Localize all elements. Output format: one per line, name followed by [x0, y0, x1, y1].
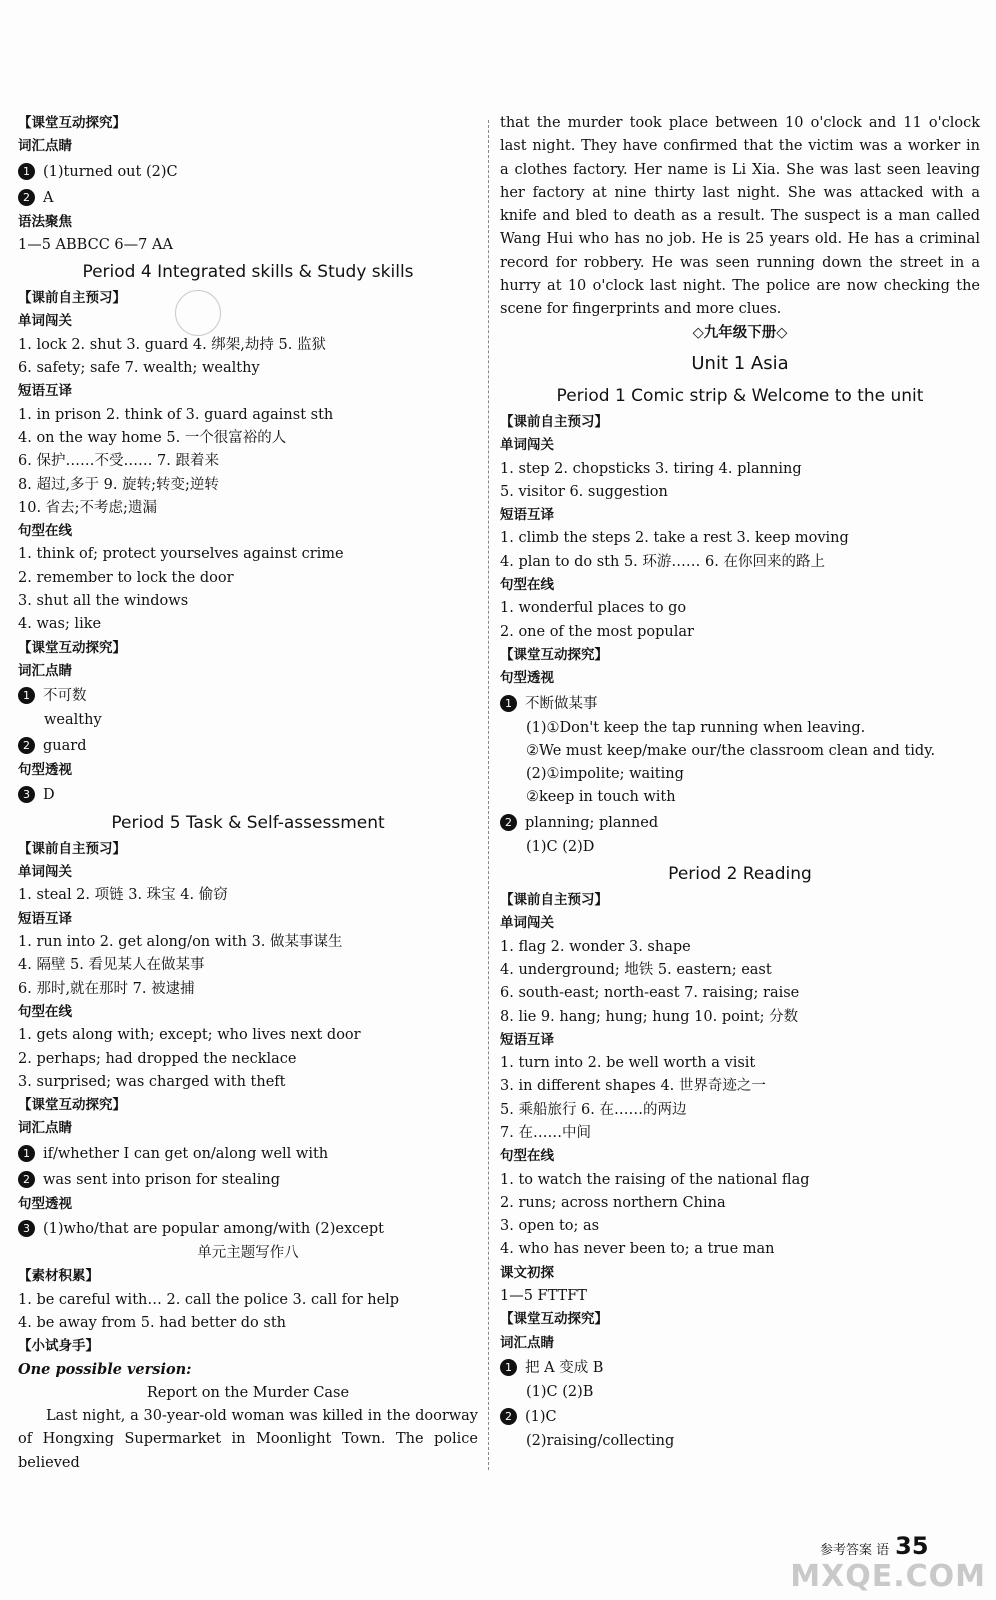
item-number-badge: 1: [500, 1359, 517, 1376]
answer-line: 10. 省去;不考虑;遗漏: [18, 499, 157, 516]
answer-line: (2)raising/collecting: [526, 1433, 675, 1450]
answer-line: (1)C (2)D: [526, 838, 595, 855]
subsection-heading: 短语互译: [500, 1031, 554, 1048]
item-text: (1)C: [525, 1409, 557, 1426]
section-heading: 【课堂互动探究】: [500, 1311, 608, 1328]
subsection-heading: 单词闯关: [500, 437, 554, 454]
numbered-item: [18, 733, 478, 759]
answer-line: 4. on the way home 5. 一个很富裕的人: [18, 429, 287, 446]
answer-line: 6. safety; safe 7. wealth; wealthy: [18, 360, 260, 377]
version-label: One possible version:: [18, 1361, 192, 1379]
numbered-item: [500, 1355, 980, 1381]
item-text: (1)who/that are popular among/with (2)except: [43, 1220, 384, 1237]
subsection-heading: 词汇点睛: [18, 662, 72, 679]
page-footer: [820, 1532, 929, 1560]
item-text: (1)turned out (2)C: [43, 163, 178, 180]
item-text: guard: [43, 737, 87, 754]
item-number-badge: 1: [18, 163, 35, 180]
item-text: A: [43, 189, 54, 206]
site-watermark: MXQE.COM: [790, 1559, 986, 1594]
subsection-heading: 词汇点睛: [18, 138, 72, 155]
answer-line: 1. run into 2. get along/on with 3. 做某事谋生: [18, 934, 343, 951]
column-divider: [488, 120, 490, 1470]
answer-line: ②keep in touch with: [526, 789, 676, 806]
answer-line: (1)C (2)B: [526, 1383, 594, 1400]
section-heading: 【课堂互动探究】: [18, 1097, 126, 1114]
subsection-heading: 句型透视: [18, 761, 72, 778]
answer-line: 4. 隔壁 5. 看见某人在做某事: [18, 957, 205, 974]
answer-line: 2. one of the most popular: [500, 623, 694, 640]
period-title: Period 1 Comic strip & Welcome to the unit: [556, 385, 924, 406]
answer-line: 3. shut all the windows: [18, 593, 189, 610]
answer-line: 1. to watch the raising of the national flag: [500, 1171, 810, 1188]
numbered-item: [18, 782, 478, 808]
section-heading: 【课前自主预习】: [500, 892, 608, 909]
item-number-badge: 1: [500, 695, 517, 712]
essay-paragraph: Last night, a 30-year-old woman was killed in the doorway of Hongxing Supermarket in Moonlight Town. The police believed: [18, 1408, 478, 1471]
item-text: was sent into prison for stealing: [43, 1171, 281, 1188]
answer-line: 1. think of; protect yourselves against crime: [18, 546, 344, 563]
centered-title: 单元主题写作八: [197, 1244, 299, 1261]
section-heading: 【课堂互动探究】: [18, 115, 126, 131]
answer-line: 4. was; like: [18, 616, 102, 633]
answer-line: 7. 在……中间: [500, 1124, 591, 1141]
item-text: 不断做某事: [525, 695, 598, 712]
period-title: Period 4 Integrated skills & Study skills: [82, 262, 414, 283]
answer-line: 6. 保护……不受…… 7. 跟着来: [18, 453, 219, 470]
item-number-badge: 2: [18, 189, 35, 206]
numbered-item: [18, 1141, 478, 1167]
period-title: Period 5 Task & Self-assessment: [111, 812, 385, 833]
unit-title: Unit 1 Asia: [691, 352, 789, 374]
subsection-heading: 短语互译: [500, 507, 554, 524]
item-number-badge: 3: [18, 786, 35, 803]
answer-line: 2. perhaps; had dropped the necklace: [18, 1050, 297, 1067]
answer-line: 1. gets along with; except; who lives next door: [18, 1027, 361, 1044]
item-text: 不可数: [43, 688, 87, 705]
numbered-item: [18, 159, 478, 185]
subsection-heading: 句型透视: [500, 670, 554, 687]
subsection-heading: 单词闯关: [18, 864, 72, 881]
subsection-heading: 句型在线: [18, 1003, 72, 1020]
left-column: [18, 112, 478, 1475]
numbered-item: [18, 683, 478, 709]
section-heading: 【小试身手】: [18, 1338, 99, 1355]
answer-line: 8. lie 9. hang; hung; hung 10. point; 分数: [500, 1008, 799, 1025]
subsection-heading: 单词闯关: [500, 915, 554, 932]
numbered-item: [500, 691, 980, 717]
answer-line: 2. remember to lock the door: [18, 569, 234, 586]
answer-line: 1. step 2. chopsticks 3. tiring 4. planning: [500, 460, 802, 477]
subsection-heading: 单词闯关: [18, 313, 72, 330]
item-number-badge: 2: [500, 814, 517, 831]
answer-line: 6. south-east; north-east 7. raising; raise: [500, 985, 800, 1002]
answer-line: 1. turn into 2. be well worth a visit: [500, 1055, 756, 1072]
answer-line: 4. who has never been to; a true man: [500, 1241, 775, 1258]
footer-label: 参考答案: [820, 1543, 873, 1558]
answer-line: 1. wonderful places to go: [500, 600, 687, 617]
essay-paragraph: that the murder took place between 10 o'clock and 11 o'clock last night. They have confirmed that the victim was a worker in a clothes factory. Her name is Li Xia. She was last seen leaving her factory at nine thirty last night. She was attacked with a knife and bled to death as a result. The suspect is a man called Wang Hui who has no job. He is 25 years old. He has a criminal record for robbery. He was seen running down the street in a hurry at 10 o'clock last night. The police are now checking the scene for fingerprints and more clues.: [500, 115, 980, 318]
answer-line: (2)①impolite; waiting: [526, 766, 684, 783]
answer-line: 8. 超过,多于 9. 旋转;转变;逆转: [18, 476, 219, 493]
subsection-heading: 短语互译: [18, 383, 72, 400]
answer-line: 2. runs; across northern China: [500, 1194, 726, 1211]
answer-line: 3. open to; as: [500, 1218, 600, 1235]
section-heading: 【课前自主预习】: [18, 290, 126, 307]
answer-line: 1. flag 2. wonder 3. shape: [500, 938, 691, 955]
subsection-heading: 句型在线: [18, 523, 72, 540]
book-section-title: ◇九年级下册◇: [692, 324, 788, 341]
footer-subject: 语: [876, 1543, 890, 1558]
numbered-item: [18, 1167, 478, 1193]
answer-line: ②We must keep/make our/the classroom clean and tidy.: [526, 742, 936, 759]
item-number-badge: 2: [18, 1171, 35, 1188]
item-number-badge: 1: [18, 1145, 35, 1162]
answer-line: 4. plan to do sth 5. 环游…… 6. 在你回来的路上: [500, 553, 825, 570]
section-heading: 【课前自主预习】: [500, 413, 608, 430]
answer-line: 6. 那时,就在那时 7. 被逮捕: [18, 980, 195, 997]
right-column: [500, 112, 980, 1454]
page-number: 35: [895, 1532, 929, 1560]
answer-line: 4. underground; 地铁 5. eastern; east: [500, 961, 772, 978]
section-heading: 【素材积累】: [18, 1268, 99, 1285]
subsection-heading: 句型透视: [18, 1195, 72, 1212]
answer-line: 3. in different shapes 4. 世界奇迹之一: [500, 1078, 766, 1095]
answer-line: 1. lock 2. shut 3. guard 4. 绑架,劫持 5. 监狱: [18, 336, 326, 353]
item-number-badge: 1: [18, 687, 35, 704]
section-heading: 【课堂互动探究】: [18, 639, 126, 656]
section-heading: 【课堂互动探究】: [500, 646, 608, 663]
answer-line: 3. surprised; was charged with theft: [18, 1073, 286, 1090]
item-number-badge: 2: [18, 737, 35, 754]
subsection-heading: 语法聚焦: [18, 213, 72, 230]
answer-line: 1—5 ABBCC 6—7 AA: [18, 236, 173, 253]
answer-line: 4. be away from 5. had better do sth: [18, 1314, 286, 1331]
answer-line: wealthy: [44, 712, 102, 729]
numbered-item: [500, 1404, 980, 1430]
item-number-badge: 2: [500, 1408, 517, 1425]
answer-line: 1. be careful with… 2. call the police 3. call for help: [18, 1291, 400, 1308]
numbered-item: [18, 1216, 478, 1242]
numbered-item: [500, 810, 980, 836]
answer-line: 5. visitor 6. suggestion: [500, 483, 668, 500]
section-heading: 【课前自主预习】: [18, 840, 126, 857]
subsection-heading: 句型在线: [500, 1148, 554, 1165]
numbered-item: [18, 185, 478, 211]
answer-line: 1. steal 2. 项链 3. 珠宝 4. 偷窃: [18, 887, 228, 904]
answer-line: 1. in prison 2. think of 3. guard against sth: [18, 406, 334, 423]
answer-line: 1. climb the steps 2. take a rest 3. keep moving: [500, 530, 849, 547]
subsection-heading: 句型在线: [500, 577, 554, 594]
answer-line: 5. 乘船旅行 6. 在……的两边: [500, 1101, 687, 1118]
subsection-heading: 词汇点睛: [18, 1120, 72, 1137]
item-text: planning; planned: [525, 814, 659, 831]
answer-line: 1—5 FTTFT: [500, 1288, 587, 1305]
answer-line: (1)①Don't keep the tap running when leaving.: [526, 719, 866, 736]
period-title: Period 2 Reading: [668, 864, 812, 885]
subsection-heading: 词汇点睛: [500, 1334, 554, 1351]
item-text: if/whether I can get on/along well with: [43, 1145, 329, 1162]
item-number-badge: 3: [18, 1220, 35, 1237]
item-text: 把 A 变成 B: [525, 1359, 604, 1376]
subsection-heading: 课文初探: [500, 1264, 554, 1281]
centered-title: Report on the Murder Case: [146, 1384, 350, 1401]
subsection-heading: 短语互译: [18, 910, 72, 927]
item-text: D: [43, 786, 55, 803]
